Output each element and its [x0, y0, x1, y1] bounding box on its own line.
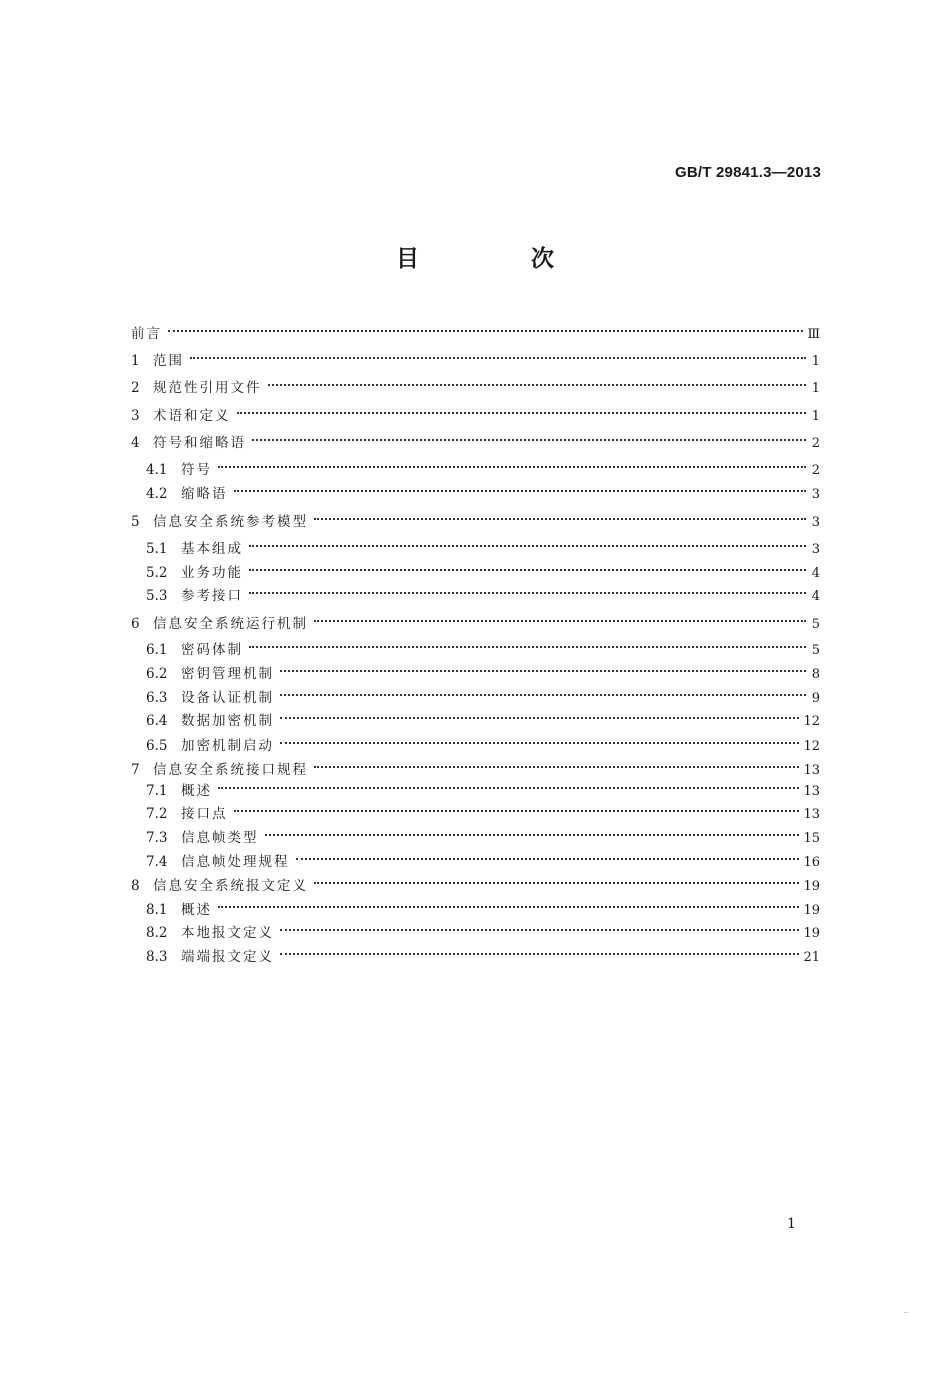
toc-entry[interactable] [146, 656, 820, 682]
toc-entry-label: 前言 [131, 326, 162, 342]
toc-leader-dots [265, 820, 800, 842]
toc-entry-page: 2 [811, 436, 820, 451]
toc-entry-label: 符号和缩略语 [153, 435, 246, 451]
toc-entry[interactable] [146, 939, 820, 965]
toc-entry-label: 信息安全系统报文定义 [153, 878, 308, 894]
toc-entry-label: 设备认证机制 [181, 690, 274, 706]
toc-entry-label: 数据加密机制 [181, 713, 274, 729]
toc-leader-dots [249, 632, 806, 654]
toc-entry[interactable] [146, 728, 820, 754]
toc-entry-page: Ⅲ [807, 327, 820, 342]
toc-entry-page: 3 [811, 542, 820, 557]
toc-entry[interactable] [131, 868, 820, 894]
toc-entry-label: 信息安全系统参考模型 [153, 514, 308, 530]
toc-entry[interactable] [146, 773, 820, 799]
toc-entry[interactable] [131, 398, 820, 424]
toc-entry-label: 信息安全系统接口规程 [153, 762, 308, 778]
toc-entry-label: 符号 [181, 462, 212, 478]
toc-entry-number: 1 [131, 353, 140, 369]
toc-entry-number: 5.1 [146, 541, 168, 557]
toc-entry-number: 6.3 [146, 690, 168, 706]
toc-entry[interactable] [131, 752, 820, 778]
toc-entry-page: 3 [811, 487, 820, 502]
toc-entry-label: 信息帧处理规程 [181, 854, 290, 870]
toc-entry[interactable] [146, 531, 820, 557]
toc-entry-label: 接口点 [181, 806, 228, 822]
toc-entry-page: 5 [811, 643, 820, 658]
toc-leader-dots [280, 728, 799, 750]
toc-entry-page: 12 [803, 714, 820, 729]
toc-entry-number: 7 [131, 762, 140, 778]
toc-entry[interactable] [131, 425, 820, 451]
toc-entry-page: 13 [803, 784, 820, 799]
toc-leader-dots [296, 844, 800, 866]
toc-entry-number: 3 [131, 408, 140, 424]
toc-leader-dots [314, 868, 799, 890]
toc-entry[interactable] [146, 915, 820, 941]
toc-entry[interactable] [146, 892, 820, 918]
toc-entry-number: 6.1 [146, 642, 168, 658]
toc-entry-page: 19 [803, 926, 820, 941]
toc-entry-label: 规范性引用文件 [153, 380, 262, 396]
toc-leader-dots [218, 773, 799, 795]
toc-entry[interactable] [146, 578, 820, 604]
toc-entry[interactable] [146, 452, 820, 478]
toc-entry-number: 5.2 [146, 565, 168, 581]
scan-speck [904, 1312, 908, 1315]
standard-code: GB/T 29841.3—2013 [675, 164, 821, 181]
toc-leader-dots [218, 452, 806, 474]
toc-entry-label: 本地报文定义 [181, 925, 274, 941]
toc-entry[interactable] [131, 316, 820, 342]
toc-entry[interactable] [146, 844, 820, 870]
toc-entry-number: 6.5 [146, 738, 168, 754]
toc-entry-page: 8 [811, 667, 820, 682]
toc-leader-dots [314, 606, 806, 628]
toc-entry-page: 1 [811, 409, 820, 424]
page-title: 目 次 [395, 246, 606, 272]
toc-entry-page: 21 [803, 950, 820, 965]
toc-entry-number: 2 [131, 380, 140, 396]
toc-entry-number: 8 [131, 878, 140, 894]
toc-entry-number: 7.3 [146, 830, 168, 846]
toc-entry-page: 3 [811, 515, 820, 530]
toc-entry-page: 1 [811, 381, 820, 396]
toc-entry-number: 4.1 [146, 462, 168, 478]
toc-entry-number: 7.4 [146, 854, 168, 870]
toc-entry-page: 15 [803, 831, 820, 846]
toc-entry-label: 参考接口 [181, 588, 243, 604]
toc-entry-page: 1 [811, 354, 820, 369]
toc-leader-dots [190, 343, 806, 365]
toc-entry-label: 概述 [181, 783, 212, 799]
toc-leader-dots [314, 752, 799, 774]
toc-leader-dots [268, 370, 807, 392]
toc-leader-dots [218, 892, 799, 914]
toc-leader-dots [249, 531, 806, 553]
toc-entry[interactable] [146, 632, 820, 658]
toc-leader-dots [280, 680, 806, 702]
toc-entry-page: 16 [803, 855, 820, 870]
toc-leader-dots [237, 398, 807, 420]
toc-leader-dots [234, 796, 800, 818]
toc-entry[interactable] [131, 343, 820, 369]
toc-entry-page: 2 [811, 463, 820, 478]
toc-entry-page: 13 [803, 807, 820, 822]
toc-entry-number: 7.2 [146, 806, 168, 822]
toc-leader-dots [168, 316, 803, 338]
toc-entry-page: 9 [811, 691, 820, 706]
toc-entry-label: 信息帧类型 [181, 830, 259, 846]
toc-leader-dots [249, 555, 806, 577]
toc-entry-page: 19 [803, 879, 820, 894]
toc-entry-number: 5.3 [146, 588, 168, 604]
toc-entry-label: 范围 [153, 353, 184, 369]
page-number: 1 [787, 1216, 796, 1232]
toc-entry-label: 密码体制 [181, 642, 243, 658]
toc-entry-number: 4 [131, 435, 140, 451]
toc-leader-dots [252, 425, 806, 447]
toc-leader-dots [280, 939, 799, 961]
toc-entry-label: 术语和定义 [153, 408, 231, 424]
toc-leader-dots [249, 578, 806, 600]
toc-entry[interactable] [131, 504, 820, 530]
toc-entry[interactable] [146, 680, 820, 706]
toc-entry-label: 业务功能 [181, 565, 243, 581]
toc-entry-number: 8.2 [146, 925, 168, 941]
toc-entry-page: 4 [811, 566, 820, 581]
toc-entry-label: 加密机制启动 [181, 738, 274, 754]
toc-entry-label: 信息安全系统运行机制 [153, 616, 308, 632]
toc-entry-number: 6.4 [146, 713, 168, 729]
toc-entry-page: 13 [803, 763, 820, 778]
toc-entry-number: 7.1 [146, 783, 168, 799]
toc-entry[interactable] [146, 703, 820, 729]
toc-entry-number: 8.3 [146, 949, 168, 965]
toc-entry-number: 4.2 [146, 486, 168, 502]
toc-entry-page: 5 [811, 617, 820, 632]
toc-entry[interactable] [131, 370, 820, 396]
toc-entry-label: 缩略语 [181, 486, 228, 502]
toc-entry-page: 19 [803, 903, 820, 918]
toc-entry-label: 基本组成 [181, 541, 243, 557]
toc-entry[interactable] [146, 820, 820, 846]
toc-entry-label: 密钥管理机制 [181, 666, 274, 682]
toc-entry[interactable] [146, 555, 820, 581]
toc-entry[interactable] [131, 606, 820, 632]
toc-entry-number: 8.1 [146, 902, 168, 918]
toc-entry-page: 4 [811, 589, 820, 604]
toc-entry-number: 6 [131, 616, 140, 632]
toc-entry-number: 5 [131, 514, 140, 530]
toc-leader-dots [280, 915, 799, 937]
toc-entry[interactable] [146, 796, 820, 822]
toc-leader-dots [280, 703, 799, 725]
toc-entry-page: 12 [803, 739, 820, 754]
toc-leader-dots [280, 656, 806, 678]
toc-leader-dots [314, 504, 806, 526]
toc-leader-dots [234, 476, 807, 498]
toc-entry-label: 端端报文定义 [181, 949, 274, 965]
toc-entry[interactable] [146, 476, 820, 502]
toc-entry-number: 6.2 [146, 666, 168, 682]
toc-entry-label: 概述 [181, 902, 212, 918]
